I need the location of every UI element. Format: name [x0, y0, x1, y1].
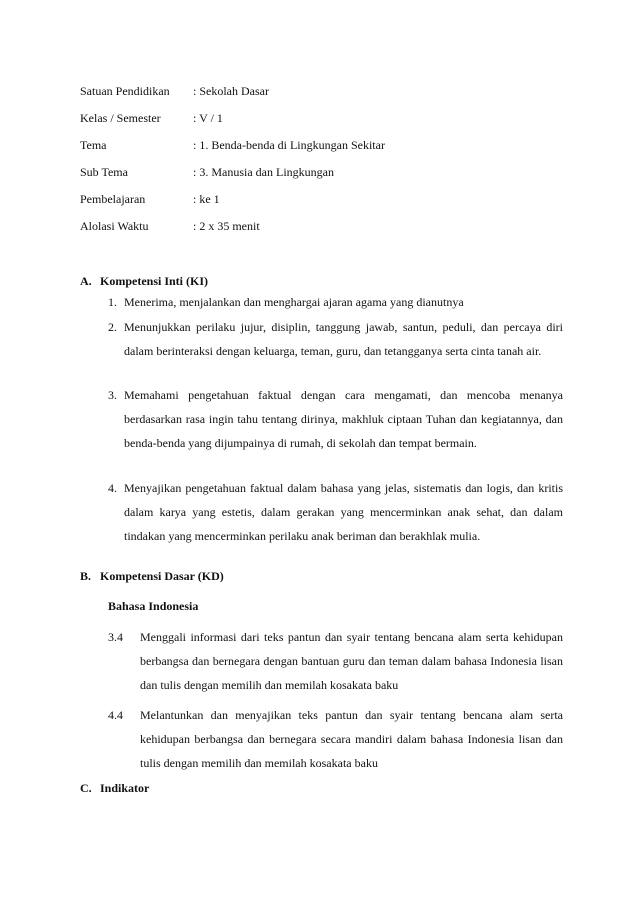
meta-label: Alolasi Waktu: [80, 219, 149, 233]
ki-item-1: [108, 290, 563, 314]
ki-item-4: [108, 476, 563, 548]
ki-item-3: [108, 383, 563, 455]
ki-item-2: [108, 315, 563, 363]
section-title: Kompetensi Dasar (KD): [100, 569, 224, 583]
meta-label: Pembelajaran: [80, 192, 146, 206]
section-heading-a: [80, 272, 208, 290]
meta-label: Tema: [80, 138, 107, 152]
kd-item-4-4: [108, 703, 563, 775]
section-title: Indikator: [100, 781, 150, 795]
meta-label: Satuan Pendidikan: [80, 84, 170, 98]
section-letter: C.: [80, 781, 92, 795]
kd-text: Menggali informasi dari teks pantun dan syair tentang bencana alam serta kehidupan berbangsa dan bernegara dengan bantuan guru dan teman dalam bahasa Indonesia lisan dan tulis dengan memilih dan memilah kosakata baku: [140, 630, 563, 692]
meta-label: Kelas / Semester: [80, 111, 161, 125]
meta-value: : V / 1: [193, 111, 223, 125]
ki-number: 2.: [108, 320, 117, 334]
ki-text: Menyajikan pengetahuan faktual dalam bahasa yang jelas, sistematis dan logis, dan kritis dalam karya yang estetis, dalam gerakan yang mencerminkan anak sehat, dan dalam tindakan yang mencerminkan perilaku anak beriman dan berakhlak mulia.: [124, 481, 563, 543]
section-letter: A.: [80, 274, 92, 288]
meta-value: : 2 x 35 menit: [193, 219, 260, 233]
ki-text: Menunjukkan perilaku jujur, disiplin, tanggung jawab, santun, peduli, dan percaya diri dalam berinteraksi dengan keluarga, teman, guru, dan tetangganya serta cinta tanah air.: [124, 320, 563, 358]
meta-value: : 1. Benda-benda di Lingkungan Sekitar: [193, 138, 385, 152]
section-heading-b: [80, 567, 224, 585]
ki-text: Memahami pengetahuan faktual dengan cara mengamati, dan mencoba menanya berdasarkan rasa ingin tahu tentang dirinya, makhluk ciptaan Tuhan dan kegiatannya, dan benda-benda yang dijumpainya di rumah, di sekolah dan tempat bermain.: [124, 388, 563, 450]
section-heading-c: [80, 779, 149, 797]
kd-number: 3.4: [108, 630, 123, 644]
ki-text: Menerima, menjalankan dan menghargai ajaran agama yang dianutnya: [124, 295, 464, 309]
kd-item-3-4: [108, 625, 563, 697]
kd-number: 4.4: [108, 708, 123, 722]
meta-value: : 3. Manusia dan Lingkungan: [193, 165, 334, 179]
meta-value: : ke 1: [193, 192, 220, 206]
ki-number: 4.: [108, 481, 117, 495]
subject-heading: Bahasa Indonesia: [108, 599, 199, 613]
ki-number: 1.: [108, 295, 117, 309]
meta-label: Sub Tema: [80, 165, 128, 179]
section-title: Kompetensi Inti (KI): [100, 274, 208, 288]
section-letter: B.: [80, 569, 92, 583]
kd-text: Melantunkan dan menyajikan teks pantun dan syair tentang bencana alam serta kehidupan berbangsa dan bernegara secara mandiri dalam bahasa Indonesia lisan dan tulis dengan memilih dan memilah kosakata baku: [140, 708, 563, 770]
meta-value: : Sekolah Dasar: [193, 84, 269, 98]
ki-number: 3.: [108, 388, 117, 402]
